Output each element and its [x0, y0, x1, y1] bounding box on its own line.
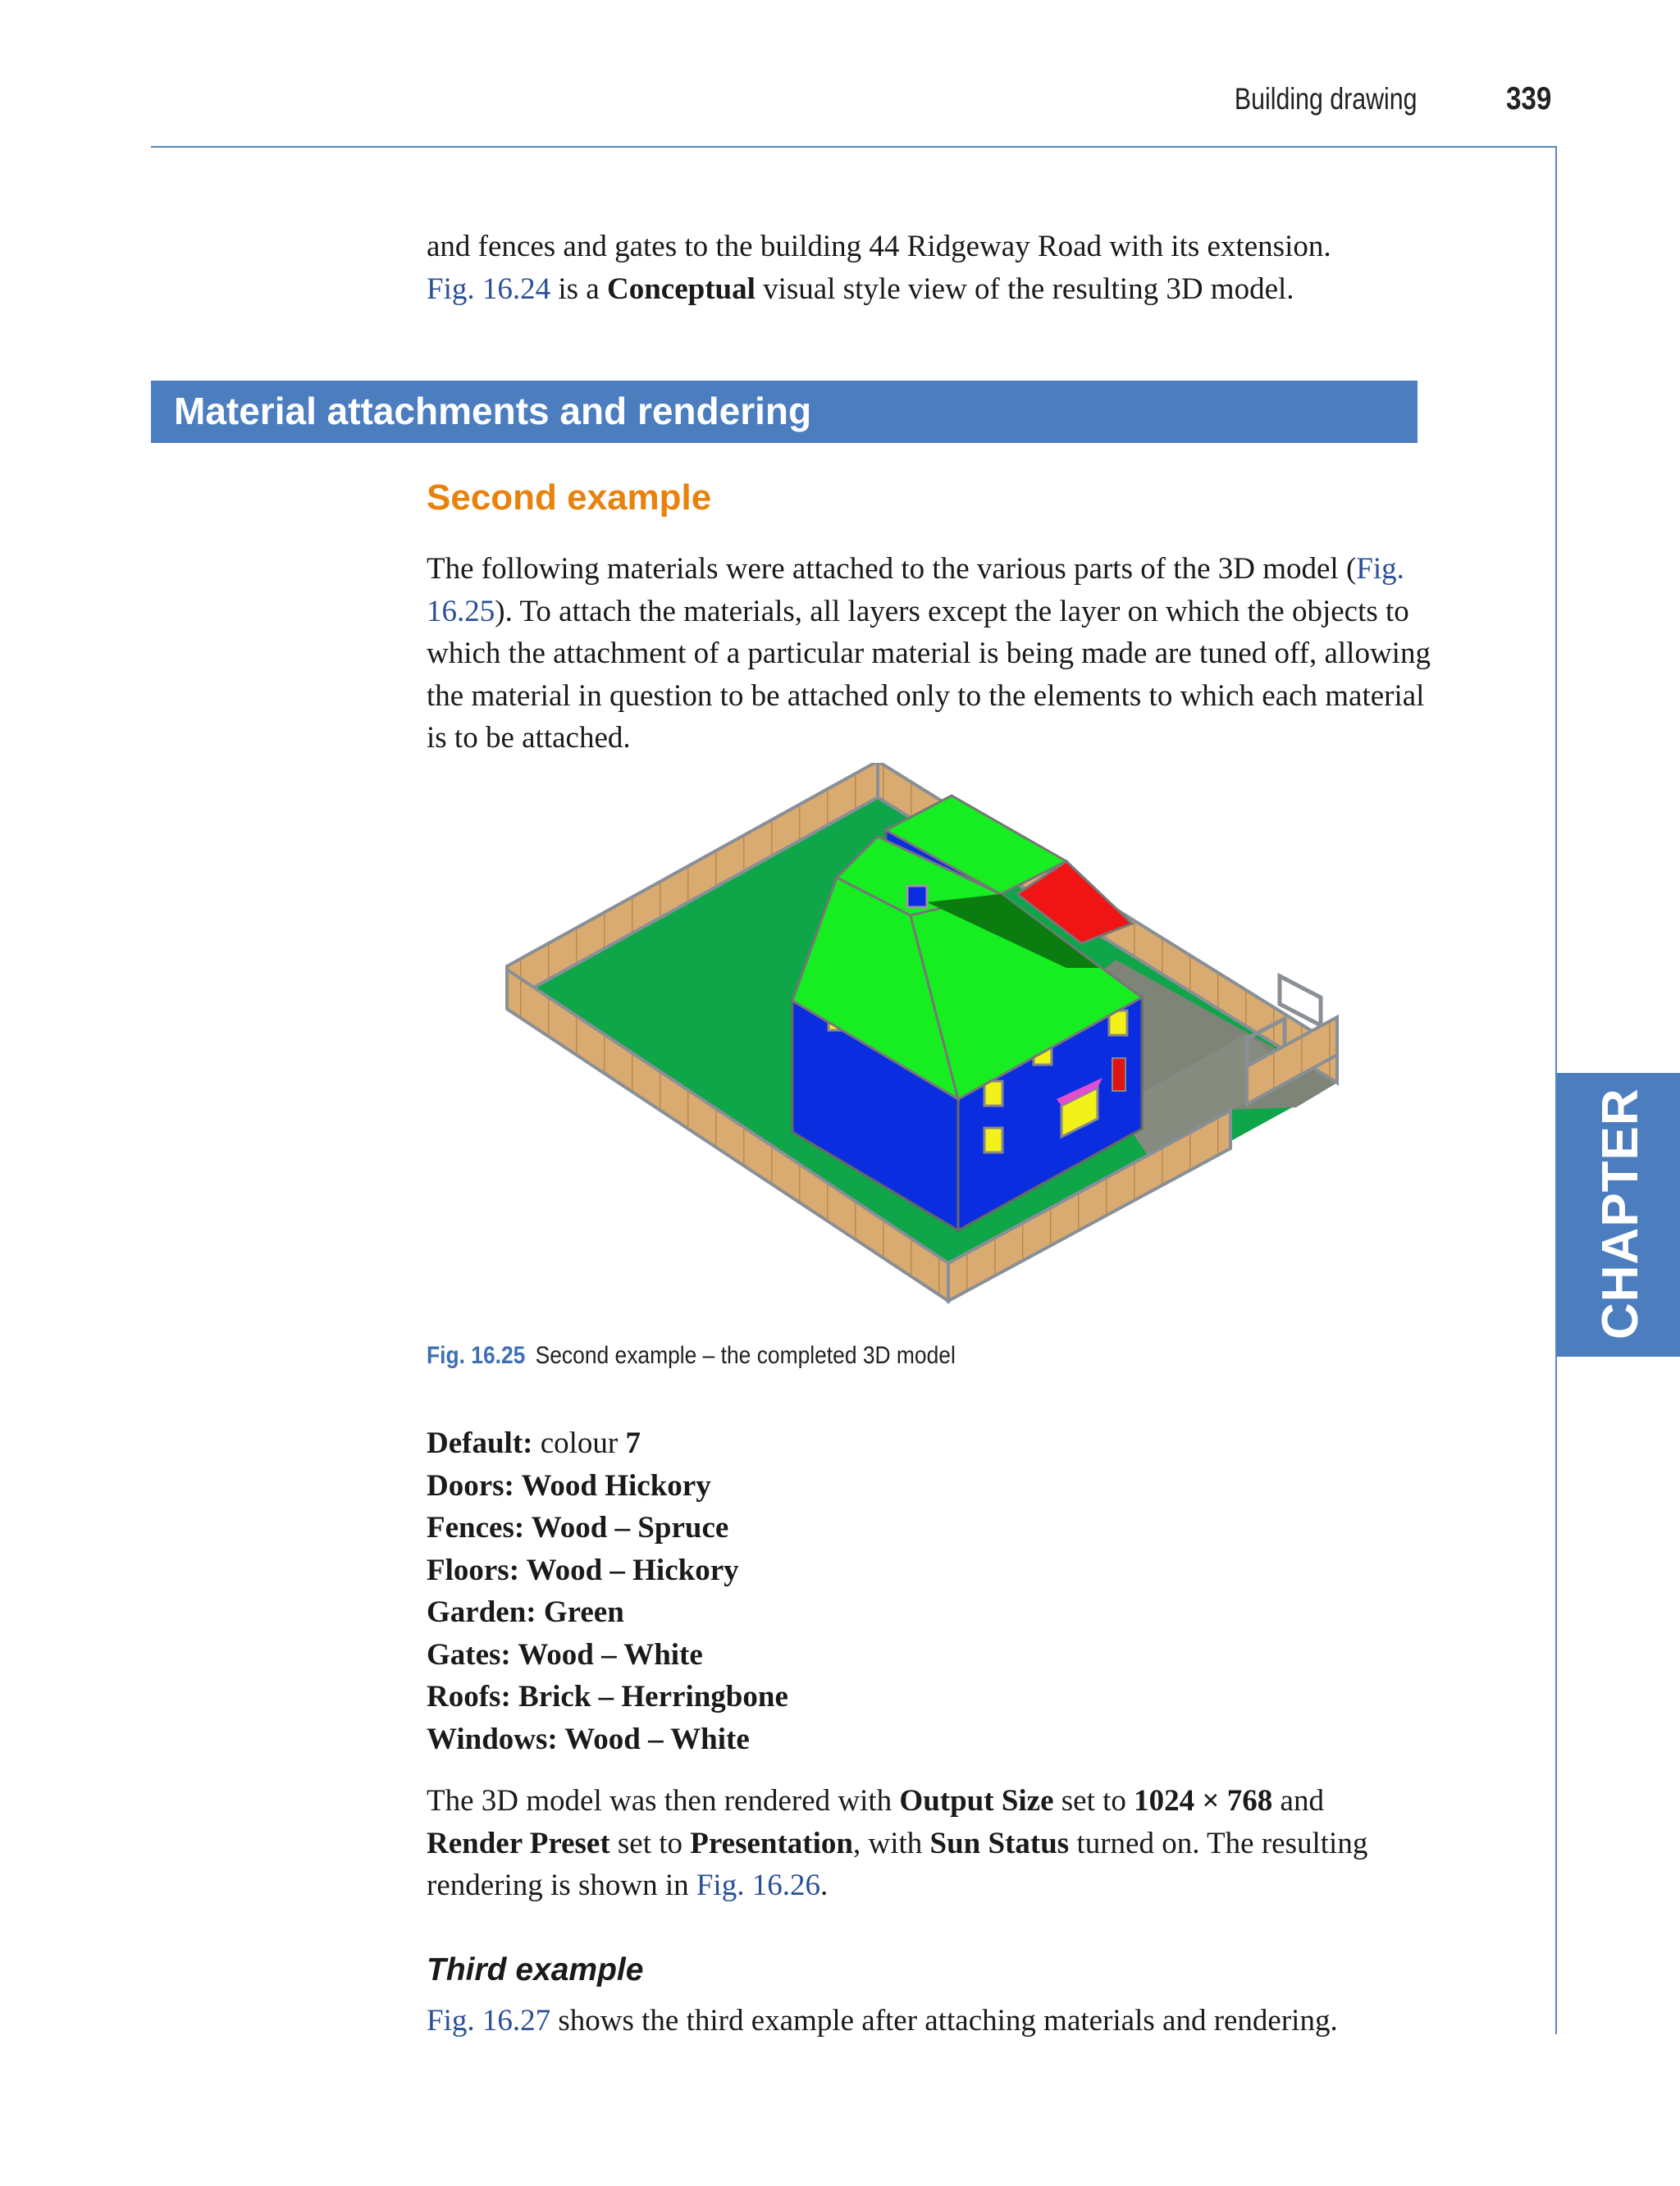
figure-caption-text: Second example – the completed 3D model [535, 1342, 956, 1369]
running-header-title: Building drawing [1235, 82, 1418, 116]
house-3d-model-figure [492, 763, 1370, 1321]
window [984, 1128, 1002, 1152]
list-item: Gates: Wood – White [427, 1637, 703, 1672]
second-example-heading: Second example [427, 477, 712, 518]
window [984, 1081, 1002, 1106]
second-example-paragraph [427, 548, 1431, 760]
list-item: Windows: Wood – White [427, 1722, 750, 1756]
list-item: Roofs: Brick – Herringbone [427, 1680, 788, 1714]
section-heading-band [151, 381, 1418, 443]
p1-text-b: ). To attach the materials, all layers except the layer on which the objects to which the attachment of a particular material is being made are tuned off, allowing the material in question to be attached only to the elements to which each material is to be attached. [427, 594, 1431, 755]
section-heading: Material attachments and rendering [174, 390, 812, 432]
list-item: Fences: Wood – Spruce [427, 1511, 729, 1545]
intro-text: is a [550, 272, 607, 306]
front-door [1112, 1058, 1125, 1091]
chapter-side-tab[interactable] [1557, 1015, 1680, 1357]
render-paragraph: The 3D model was then rendered with Output Size set to 1024 × 768 and Render Preset set to Presentation, with Sun Status turned on. The resulting rendering is shown in Fig. 16.26. [427, 1784, 1368, 1902]
figure-caption [427, 1342, 956, 1370]
header-rule [151, 146, 1557, 148]
list-item: Floors: Wood – Hickory [427, 1553, 739, 1587]
fig-16-25-link[interactable]: Fig. 16.25 [427, 552, 1404, 628]
third-example-heading: Third example [427, 1952, 644, 1987]
fig-16-26-link[interactable]: Fig. 16.26 [696, 1869, 820, 1902]
intro-text-end: visual style view of the resulting 3D model. [755, 272, 1294, 306]
fig-16-27-link[interactable]: Fig. 16.27 [427, 2004, 551, 2038]
p1-text-a: The following materials were attached to the various parts of the 3D model ( [427, 552, 1357, 586]
intro-paragraph [427, 226, 1431, 310]
list-item: Doors: Wood Hickory [427, 1468, 711, 1503]
chapter-tab-label: CHAPTER 16 [1592, 1015, 1649, 1339]
figure-label: Fig. 16.25 [427, 1342, 526, 1369]
intro-line: and fences and gates to the building 44 Ridgeway Road with its extension. [427, 230, 1331, 263]
third-example-paragraph: Fig. 16.27 shows the third example after attaching materials and rendering. [427, 2004, 1338, 2038]
fig-16-24-link[interactable]: Fig. 16.24 [427, 272, 551, 306]
page-number: 339 [1506, 81, 1552, 116]
materials-list [427, 1422, 788, 1760]
list-item: Default: colour 7 [427, 1426, 641, 1460]
conceptual-term: Conceptual [606, 272, 756, 306]
chimney [907, 886, 927, 907]
list-item: Garden: Green [427, 1595, 624, 1629]
